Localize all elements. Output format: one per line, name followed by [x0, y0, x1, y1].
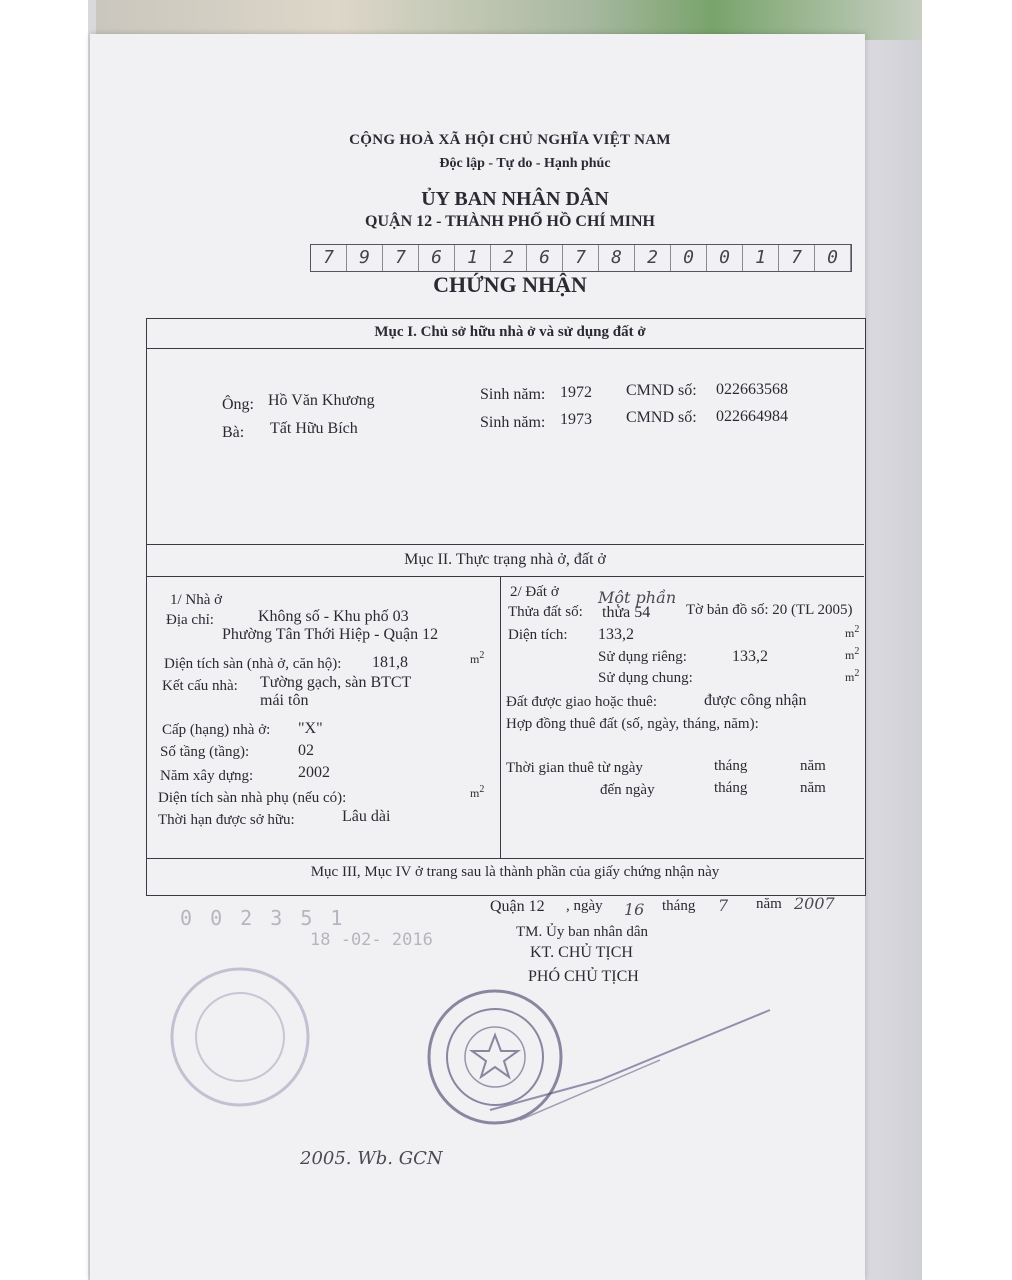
land-area-label: Diện tích: [508, 627, 568, 643]
year-value: 2002 [298, 764, 330, 781]
signature-stroke [480, 990, 780, 1130]
handwritten-note: 2005. Wb. GCN [300, 1148, 443, 1169]
year-label: Năm xây dựng: [160, 768, 254, 784]
id-label: CMND số: [626, 382, 697, 399]
birth-year: 1972 [560, 384, 592, 401]
day-value: 16 [624, 900, 645, 919]
day-label: , ngày [566, 898, 603, 914]
place: Quận 12 [490, 898, 545, 915]
serial-digit: 1 [743, 245, 779, 271]
serial-digit: 0 [707, 245, 743, 271]
parcel-label: Thửa đất số: [508, 604, 583, 620]
address-label: Địa chỉ: [166, 612, 214, 628]
motto: Độc lập - Tự do - Hạnh phúc [439, 156, 611, 171]
address-line-1: Không số - Khu phố 03 [258, 608, 409, 625]
area-unit: $m^2$ [470, 784, 485, 800]
owner-name: Tất Hữu Bích [270, 420, 358, 437]
divider [146, 348, 864, 349]
background-right [860, 40, 922, 1280]
year-label: năm [800, 780, 826, 796]
serial-number [310, 244, 852, 272]
owner-name: Hồ Văn Khương [268, 392, 375, 409]
house-title: 1/ Nhà ở [170, 592, 223, 608]
area-unit: $m^2$ [845, 668, 860, 684]
authority-heading: ỦY BAN NHÂN DÂN [421, 188, 609, 210]
land-title: 2/ Đất ở [510, 584, 559, 600]
tenure-label: Thời hạn được sở hữu: [158, 812, 295, 828]
allocated-label: Đất được giao hoặc thuê: [506, 694, 658, 710]
grade-label: Cấp (hạng) nhà ở: [162, 722, 271, 738]
private-use-value: 133,2 [732, 648, 768, 665]
notary-stamp-date: 18 -02- 2016 [310, 930, 433, 950]
birth-label: Sinh năm: [480, 386, 546, 403]
divider [146, 544, 864, 545]
area-unit: $m^2$ [470, 650, 485, 666]
month-label: tháng [714, 758, 748, 774]
notary-stamp-number: 0 0 2 3 5 1 [180, 906, 346, 930]
floor-area: 181,8 [372, 654, 408, 671]
serial-digit: 0 [671, 245, 707, 271]
parcel-value: thửa 54 [602, 604, 651, 621]
serial-digit: 7 [311, 245, 347, 271]
area-unit: $m^2$ [845, 646, 860, 662]
land-area: 133,2 [598, 626, 634, 643]
structure-line-2: mái tôn [260, 692, 309, 709]
serial-digit: 7 [779, 245, 815, 271]
role-title: PHÓ CHỦ TỊCH [528, 968, 639, 985]
serial-digit: 1 [455, 245, 491, 271]
serial-digit: 2 [491, 245, 527, 271]
kt-title: KT. CHỦ TỊCH [530, 944, 633, 961]
structure-label: Kết cấu nhà: [162, 678, 238, 694]
address-line-2: Phường Tân Thới Hiệp - Quận 12 [222, 626, 439, 643]
year-label: năm [756, 896, 782, 912]
year-value: 2007 [794, 894, 835, 913]
district-heading: QUẬN 12 - THÀNH PHỐ HỒ CHÍ MINH [365, 213, 655, 230]
floors-label: Số tầng (tầng): [160, 744, 250, 760]
grade-value: "X" [298, 720, 323, 737]
serial-digit: 6 [527, 245, 563, 271]
parcel-handwritten: Một phần [598, 588, 677, 607]
shared-use-label: Sử dụng chung: [598, 670, 693, 686]
structure-line-1: Tường gạch, sàn BTCT [260, 674, 412, 691]
on-behalf: TM. Ủy ban nhân dân [516, 924, 649, 940]
notary-seal [160, 962, 320, 1112]
floor-area-label: Diện tích sàn (nhà ở, căn hộ): [164, 656, 342, 672]
serial-digit: 9 [347, 245, 383, 271]
owner-title: Bà: [222, 424, 245, 441]
owner-title: Ông: [222, 396, 254, 413]
serial-digit: 6 [419, 245, 455, 271]
area-unit: $m^2$ [845, 624, 860, 640]
divider [146, 858, 864, 859]
section2-heading: Mục II. Thực trạng nhà ở, đất ở [404, 551, 606, 568]
column-divider [500, 576, 501, 858]
allocated-value: được công nhận [704, 692, 807, 709]
serial-digit: 8 [599, 245, 635, 271]
year-label: năm [800, 758, 826, 774]
id-number: 022663568 [716, 381, 788, 398]
floors-value: 02 [298, 742, 314, 759]
month-value: 7 [718, 896, 729, 915]
private-use-label: Sử dụng riêng: [598, 649, 687, 665]
document-title: CHỨNG NHẬN [433, 272, 587, 297]
map-sheet: Tờ bản đồ số: 20 (TL 2005) [686, 602, 853, 618]
month-label: tháng [714, 780, 748, 796]
birth-label: Sinh năm: [480, 414, 546, 431]
lease-to-label: đến ngày [600, 782, 655, 798]
divider [146, 576, 864, 577]
serial-digit: 2 [635, 245, 671, 271]
aux-area-label: Diện tích sàn nhà phụ (nếu có): [158, 790, 347, 806]
birth-year: 1973 [560, 411, 592, 428]
republic-heading: CỘNG HOÀ XÃ HỘI CHỦ NGHĨA VIỆT NAM [349, 132, 671, 148]
serial-digit: 7 [563, 245, 599, 271]
serial-digit: 7 [383, 245, 419, 271]
footer-note: Mục III, Mục IV ở trang sau là thành phần của giấy chứng nhận này [310, 864, 720, 880]
section1-heading: Mục I. Chủ sở hữu nhà ở và sử dụng đất ở [374, 324, 646, 340]
id-label: CMND số: [626, 409, 697, 426]
lease-contract-label: Hợp đồng thuê đất (số, ngày, tháng, năm): [506, 716, 759, 732]
id-number: 022664984 [716, 408, 788, 425]
month-label: tháng [662, 898, 696, 914]
tenure-value: Lâu dài [342, 808, 391, 825]
lease-from-label: Thời gian thuê từ ngày [506, 760, 643, 776]
serial-digit: 0 [815, 245, 851, 271]
